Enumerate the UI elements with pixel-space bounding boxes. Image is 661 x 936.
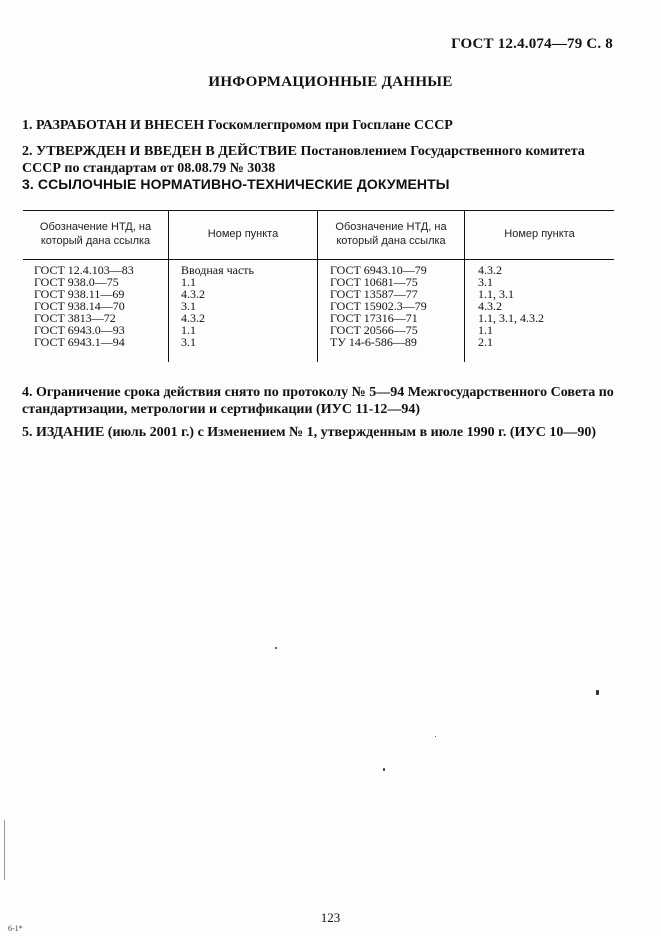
scan-speck	[275, 647, 277, 649]
table-cell: ГОСТ 15902.3—79	[330, 299, 427, 313]
table-cell: 3.1	[181, 299, 196, 313]
item-number: 3.	[22, 176, 34, 192]
table-cell: 2.1	[478, 335, 493, 349]
table-cell: 3.1	[181, 335, 196, 349]
table-cell: ТУ 14-6-586—89	[330, 335, 417, 349]
item-text: Постановлением Государственного комитета СССР по стандартам от 08.08.79 № 3038	[22, 144, 585, 176]
table-cell: 4.3.2	[181, 311, 205, 325]
scan-speck	[383, 768, 385, 771]
item-number: 5.	[22, 425, 33, 440]
table-cell: Вводная часть	[181, 263, 255, 277]
page-title: ИНФОРМАЦИОННЫЕ ДАННЫЕ	[208, 74, 453, 90]
info-item-4	[22, 384, 614, 418]
info-item-3	[22, 176, 614, 193]
item-heading: ССЫЛОЧНЫЕ НОРМАТИВНО-ТЕХНИЧЕСКИЕ ДОКУМЕНТЫ	[37, 176, 450, 192]
table-cell: 4.3.2	[478, 299, 502, 313]
table-cell: ГОСТ 6943.1—94	[34, 335, 125, 349]
table-cell: 1.1, 3.1, 4.3.2	[478, 311, 544, 325]
table-cell: 4.3.2	[181, 287, 205, 301]
table-header-point-left: Номер пункта	[207, 228, 279, 240]
info-item-5	[22, 424, 614, 441]
left-doc-column	[34, 264, 134, 348]
table-cell: ГОСТ 3813—72	[34, 311, 116, 325]
scan-speck	[435, 736, 436, 737]
info-item-1	[22, 117, 614, 134]
document-reference: ГОСТ 12.4.074—79 С. 8	[451, 36, 613, 52]
table-cell: ГОСТ 13587—77	[330, 287, 418, 301]
table-cell: ГОСТ 6943.10—79	[330, 263, 427, 277]
item-heading: РАЗРАБОТАН И ВНЕСЕН	[36, 118, 205, 133]
item-number: 1.	[22, 118, 33, 133]
table-cell: ГОСТ 6943.0—93	[34, 323, 125, 337]
right-doc-column	[330, 264, 427, 348]
item-number: 4.	[22, 385, 33, 400]
table-cell: 1.1	[181, 275, 196, 289]
table-header-point-right: Номер пункта	[504, 228, 575, 240]
left-point-column	[181, 264, 254, 348]
table-cell: ГОСТ 938.11—69	[34, 287, 125, 301]
table-cell: 1.1	[478, 323, 493, 337]
references-table	[23, 210, 614, 362]
scan-speck	[596, 690, 599, 695]
right-point-column	[478, 264, 544, 348]
table-cell: ГОСТ 17316—71	[330, 311, 418, 325]
table-cell: ГОСТ 10681—75	[330, 275, 418, 289]
table-top-rule	[23, 210, 614, 211]
item-text: (июль 2001 г.) с Изменением № 1, утвержденным в июле 1990 г. (ИУС 10—90)	[107, 425, 596, 440]
table-cell: 3.1	[478, 275, 493, 289]
corner-mark: 6-1*	[8, 924, 23, 933]
item-heading: ИЗДАНИЕ	[36, 425, 105, 440]
item-text: Ограничение срока действия снято по протоколу № 5—94 Межгосударственного Совета по стандартизации, метрологии и сертификации (ИУС 11-12—94)	[22, 385, 614, 417]
item-text: Госкомлегпромом при Госплане СССР	[207, 118, 453, 133]
page-number: 123	[320, 910, 341, 925]
table-header-doc-left: Обозначение НТД, на который дана ссылка	[39, 221, 152, 247]
table-cell: 4.3.2	[478, 263, 502, 277]
table-header-rule	[23, 259, 614, 260]
table-cell: ГОСТ 20566—75	[330, 323, 418, 337]
table-header-doc-right: Обозначение НТД, на который дана ссылка	[335, 221, 447, 247]
table-cell: ГОСТ 12.4.103—83	[34, 263, 134, 277]
scan-edge	[4, 820, 5, 880]
table-cell: ГОСТ 938.0—75	[34, 275, 119, 289]
info-item-2	[22, 143, 614, 177]
item-heading: УТВЕРЖДЕН И ВВЕДЕН В ДЕЙСТВИЕ	[36, 144, 298, 159]
table-cell: ГОСТ 938.14—70	[34, 299, 125, 313]
table-cell: 1.1, 3.1	[478, 287, 514, 301]
item-number: 2.	[22, 144, 33, 159]
table-cell: 1.1	[181, 323, 196, 337]
